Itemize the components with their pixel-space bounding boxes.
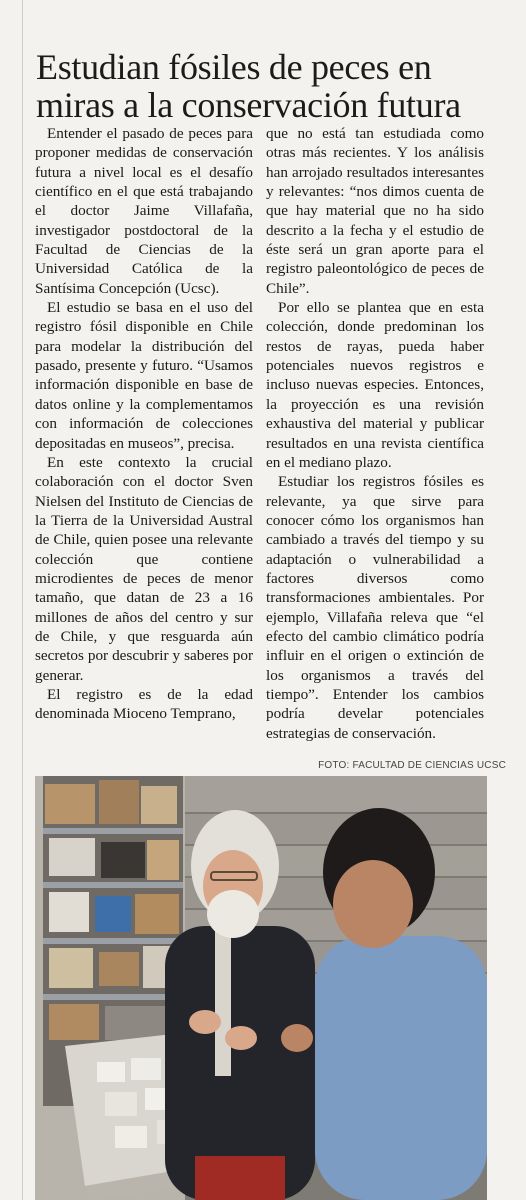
article-column-right [266, 124, 484, 743]
paragraph: Estudiar los registros fósiles es relevante, ya que sirve para conocer cómo los organismos han cambiado a través del tiempo y su adaptación o vulnerabilidad a factores diversos como transformaciones ambientales. Por ejemplo, Villafaña releva que “el efecto del cambio climático podría influir en el origen o extinción de los organismos a través del tiempo”. Entender los cambios podría develar potenciales estrategias de conservación. [266, 473, 484, 742]
article-headline: Estudian fósiles de peces en miras a la conservación futura [36, 47, 461, 126]
article-photo [35, 776, 487, 1200]
paragraph: Entender el pasado de peces para proponer medidas de conservación futura a nivel local es el desafío científico en el que está trabajando el doctor Jaime Villafaña, investigador postdoctoral de la Facultad de Ciencias de la Universidad Católica de la Santísima Concepción (Ucsc). [35, 125, 253, 297]
paragraph: En este contexto la crucial colaboración con el doctor Sven Nielsen del Instituto de Ciencias de la Tierra de la Universidad Austral de Chile, quien posee una relevante colección que contiene microdientes de peces de menor tamaño, que datan de 23 a 16 millones de años del centro y sur de Chile, y que resguarda aún secretos por descubrir y saberes por generar. [35, 453, 253, 684]
photo-illustration [35, 776, 487, 1200]
article-column-left [35, 124, 253, 724]
paragraph: que no está tan estudiada como otras más recientes. Y los análisis han arrojado resultados interesantes y relevantes: “nos dimos cuenta de que hay material que no ha sido descrito a la fecha y el estudio de éste será un gran aporte para el registro paleontológico de peces de Chile”. [266, 125, 484, 297]
page-edge-line [22, 0, 23, 1200]
paragraph: El estudio se basa en el uso del registro fósil disponible en Chile para modelar la distribución del pasado, presente y futuro. “Usamos información disponible en base de datos online y la complementamos con información de colecciones depositadas en museos”, precisa. [35, 299, 253, 452]
paragraph: El registro es de la edad denominada Mioceno Temprano, [35, 685, 253, 723]
photo-credit: FOTO: FACULTAD DE CIENCIAS UCSC [318, 760, 506, 771]
paragraph: Por ello se plantea que en esta colección, donde predominan los restos de rayas, pueda haber potenciales nuevos registros e incluso nuevas especies. Entonces, la proyección es una revisión exhaustiva del material y publicar resultados en una revista científica en el mediano plazo. [266, 299, 484, 471]
